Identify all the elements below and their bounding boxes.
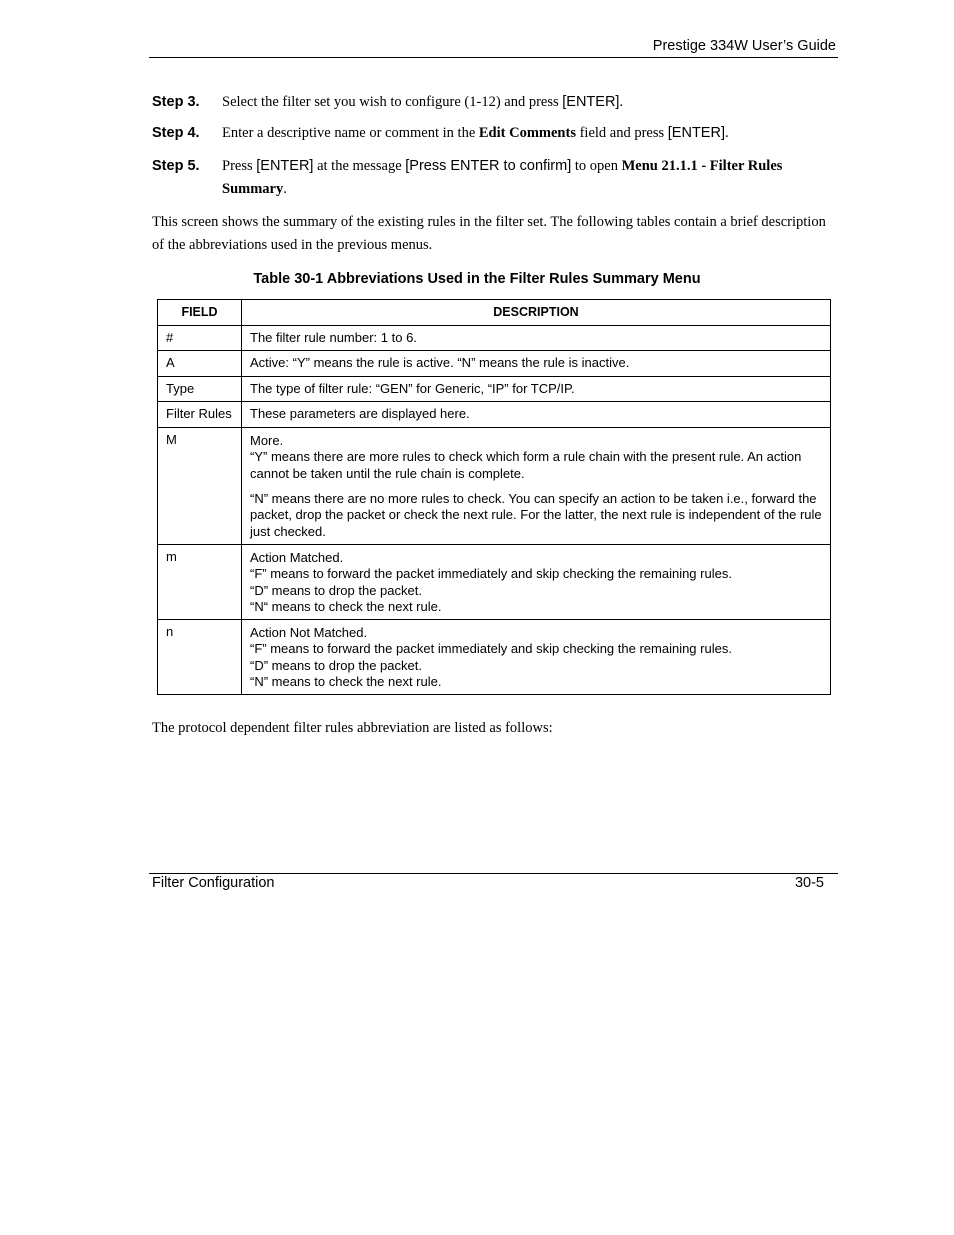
table-row: [158, 351, 831, 376]
step-label: Step 4.: [152, 125, 200, 141]
field-name: Edit Comments: [478, 125, 576, 141]
outro-paragraph: The protocol dependent filter rules abbreviation are listed as follows:: [152, 720, 553, 736]
description-cell: [242, 544, 831, 619]
description-line: “Y” means there are more rules to check which form a rule chain with the present rule. An action cannot be taken until the rule chain is complete.: [250, 449, 802, 481]
field-cell: M: [158, 428, 242, 545]
description-line: Active: “Y” means the rule is active. “N” means the rule is inactive.: [250, 355, 630, 371]
field-cell: Type: [158, 376, 242, 401]
description-line: “D” means to drop the packet.: [250, 582, 422, 598]
step-label: Step 5.: [152, 158, 200, 174]
table-row: [158, 620, 831, 695]
step-text-part: to open: [571, 158, 622, 174]
key-name: [ENTER]: [562, 94, 620, 110]
description-cell: [242, 376, 831, 401]
header-divider: [149, 57, 838, 58]
description-line: “N” means there are no more rules to check. You can specify an action to be taken i.e., forward the packet, drop the packet or check the next rule. For the latter, the next rule is independent of the rule just checked.: [250, 491, 822, 539]
page-number: 30-5: [794, 875, 824, 891]
table-row: [158, 376, 831, 401]
menu-name: Menu 21.1.1 - Filter Rules Summary: [222, 158, 783, 197]
running-header: Prestige 334W User’s Guide: [652, 38, 836, 54]
field-cell: #: [158, 326, 242, 351]
step-text: [222, 91, 834, 114]
step-text: [222, 122, 834, 145]
description-line: The filter rule number: 1 to 6.: [250, 330, 417, 345]
column-header-description: DESCRIPTION: [242, 300, 831, 326]
field-cell: m: [158, 544, 242, 619]
step-text-part: Enter a descriptive name or comment in the: [222, 125, 479, 141]
footer-section-title: Filter Configuration: [152, 875, 275, 891]
step-text-part: .: [619, 94, 624, 110]
step-text-part: Press: [222, 158, 257, 174]
description-line: “D” means to drop the packet.: [250, 657, 422, 673]
step-text-part: at the message: [313, 158, 406, 174]
description-line: “F” means to forward the packet immediately and skip checking the remaining rules.: [250, 641, 732, 657]
description-line: “N“ means to check the next rule.: [250, 598, 442, 614]
table-row: [158, 544, 831, 619]
step-text-part: .: [283, 181, 287, 197]
abbreviations-table: [157, 299, 831, 695]
intro-paragraph: This screen shows the summary of the existing rules in the filter set. The following tables contain a brief description of the abbreviations used in the previous menus.: [152, 214, 826, 253]
table-header-row: [158, 300, 831, 326]
field-cell: A: [158, 351, 242, 376]
key-name: [Press ENTER to confirm]: [405, 158, 572, 174]
description-cell: [242, 401, 831, 427]
description-line: Action Matched.: [250, 549, 344, 565]
step-text-part: .: [724, 125, 729, 141]
table-row: [158, 326, 831, 351]
column-header-field: FIELD: [158, 300, 242, 326]
description-cell: [242, 428, 831, 545]
step-text-part: Select the filter set you wish to configure (1-12) and press: [222, 94, 563, 110]
field-cell: n: [158, 620, 242, 695]
table-caption: Table 30-1 Abbreviations Used in the Filter Rules Summary Menu: [253, 271, 701, 287]
footer-divider: [149, 873, 838, 874]
description-line: These parameters are displayed here.: [250, 405, 470, 421]
step-text-part: field and press: [575, 125, 668, 141]
description-cell: [242, 620, 831, 695]
table-row: [158, 428, 831, 545]
table-row: [158, 401, 831, 427]
description-line: The type of filter rule: “GEN” for Generic, “IP” for TCP/IP.: [250, 380, 575, 396]
description-cell: [242, 351, 831, 376]
description-line: “N” means to check the next rule.: [250, 674, 442, 690]
step-text: [222, 155, 834, 201]
key-name: [ENTER]: [667, 125, 725, 141]
key-name: [ENTER]: [256, 158, 314, 174]
field-cell: Filter Rules: [158, 401, 242, 427]
description-line: More.: [250, 433, 284, 449]
step-label: Step 3.: [152, 94, 200, 110]
description-line: “F” means to forward the packet immediately and skip checking the remaining rules.: [250, 566, 732, 582]
description-cell: [242, 326, 831, 351]
description-line: Action Not Matched.: [250, 625, 368, 641]
